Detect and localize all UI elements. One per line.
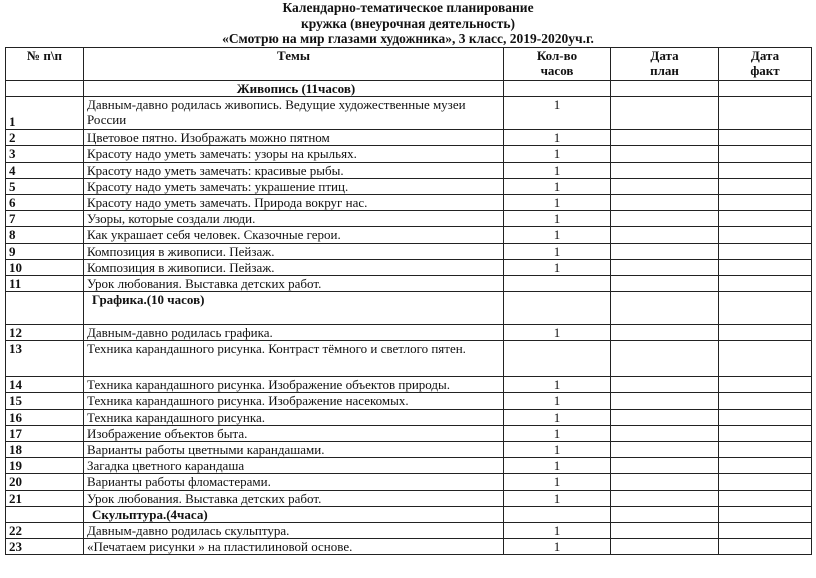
row-date-plan [611,409,719,425]
row-date-plan [611,227,719,243]
row-topic: «Печатаем рисунки » на пластилиновой основе. [84,539,504,555]
row-topic: Графика.(10 часов) [84,292,504,325]
row-date-plan [611,425,719,441]
table-row [6,522,812,538]
row-number: 10 [6,259,84,275]
row-date-plan [611,474,719,490]
row-hours: 1 [504,393,611,409]
row-number: 16 [6,409,84,425]
table-row [6,393,812,409]
row-date-fact [719,227,812,243]
row-number: 21 [6,490,84,506]
row-hours: 1 [504,490,611,506]
row-hours: 1 [504,442,611,458]
row-topic: Техника карандашного рисунка. Контраст тёмного и светлого пятен. [84,341,504,377]
row-number: 6 [6,194,84,210]
row-date-fact [719,458,812,474]
row-number: 17 [6,425,84,441]
document-title [0,0,816,47]
table-row [6,162,812,178]
table-row [6,211,812,227]
row-date-fact [719,275,812,291]
header-hours: Кол-во часов [504,48,611,81]
row-number: 8 [6,227,84,243]
row-date-plan [611,325,719,341]
row-topic: Красоту надо уметь замечать: красивые рыбы. [84,162,504,178]
row-hours: 1 [504,425,611,441]
row-topic: Урок любования. Выставка детских работ. [84,490,504,506]
row-date-plan [611,259,719,275]
row-hours: 1 [504,259,611,275]
row-number: 4 [6,162,84,178]
row-number: 9 [6,243,84,259]
row-number: 13 [6,341,84,377]
row-date-plan [611,393,719,409]
row-date-plan [611,97,719,130]
row-date-plan [611,539,719,555]
row-hours [504,292,611,325]
row-hours: 1 [504,474,611,490]
row-date-plan [611,243,719,259]
row-number: 3 [6,146,84,162]
row-number [6,81,84,97]
row-date-plan [611,490,719,506]
row-topic: Варианты работы цветными карандашами. [84,442,504,458]
row-date-plan [611,377,719,393]
row-number: 11 [6,275,84,291]
row-date-fact [719,409,812,425]
row-number [6,506,84,522]
row-number: 1 [6,97,84,130]
row-hours: 1 [504,409,611,425]
row-topic: Загадка цветного карандаша [84,458,504,474]
table-row [6,194,812,210]
row-date-fact [719,490,812,506]
row-number: 23 [6,539,84,555]
row-hours: 1 [504,243,611,259]
table-row [6,377,812,393]
row-topic: Композиция в живописи. Пейзаж. [84,259,504,275]
row-date-fact [719,425,812,441]
table-row [6,259,812,275]
row-date-fact [719,194,812,210]
section-row [6,81,812,97]
row-hours: 1 [504,130,611,146]
row-number: 22 [6,522,84,538]
row-topic: Цветовое пятно. Изображать можно пятном [84,130,504,146]
row-date-fact [719,178,812,194]
row-date-fact [719,341,812,377]
row-date-plan [611,130,719,146]
row-date-plan [611,81,719,97]
header-date-fact: Дата факт [719,48,812,81]
row-date-fact [719,292,812,325]
header-date-plan: Дата план [611,48,719,81]
row-number: 7 [6,211,84,227]
row-date-plan [611,178,719,194]
row-hours: 1 [504,146,611,162]
row-date-plan [611,506,719,522]
row-date-fact [719,162,812,178]
table-row [6,458,812,474]
row-date-plan [611,211,719,227]
row-topic: Техника карандашного рисунка. Изображение объектов природы. [84,377,504,393]
row-topic: Техника карандашного рисунка. [84,409,504,425]
row-date-plan [611,146,719,162]
row-topic: Варианты работы фломастерами. [84,474,504,490]
row-topic: Изображение объектов быта. [84,425,504,441]
row-date-fact [719,442,812,458]
row-number: 14 [6,377,84,393]
table-row [6,243,812,259]
row-date-fact [719,259,812,275]
row-number: 15 [6,393,84,409]
row-topic: Давным-давно родилась живопись. Ведущие художественные музеи России [84,97,504,130]
row-number: 2 [6,130,84,146]
row-hours: 1 [504,211,611,227]
row-hours [504,81,611,97]
row-topic: Узоры, которые создали люди. [84,211,504,227]
row-date-fact [719,146,812,162]
row-date-fact [719,377,812,393]
header-topic: Темы [84,48,504,81]
header-num: № п\п [6,48,84,81]
row-topic: Техника карандашного рисунка. Изображение насекомых. [84,393,504,409]
table-row [6,146,812,162]
section-row [6,506,812,522]
row-date-plan [611,522,719,538]
row-topic: Красоту надо уметь замечать: узоры на крыльях. [84,146,504,162]
row-date-fact [719,506,812,522]
row-topic: Давным-давно родилась графика. [84,325,504,341]
title-line: Календарно-тематическое планирование [282,0,534,15]
row-hours: 1 [504,178,611,194]
row-number [6,292,84,325]
row-date-fact [719,393,812,409]
title-line: кружка (внеурочная деятельность) [300,15,516,31]
row-date-plan [611,162,719,178]
row-topic: Как украшает себя человек. Сказочные герои. [84,227,504,243]
row-topic: Красоту надо уметь замечать: украшение птиц. [84,178,504,194]
row-topic: Композиция в живописи. Пейзаж. [84,243,504,259]
row-topic: Живопись (11часов) [84,81,504,97]
row-hours: 1 [504,377,611,393]
row-date-plan [611,458,719,474]
table-row [6,425,812,441]
row-date-fact [719,97,812,130]
row-date-fact [719,81,812,97]
row-hours [504,341,611,377]
row-date-fact [719,130,812,146]
row-hours: 1 [504,325,611,341]
row-date-plan [611,442,719,458]
table-row [6,97,812,130]
row-hours: 1 [504,162,611,178]
row-number: 5 [6,178,84,194]
row-date-fact [719,243,812,259]
row-date-plan [611,292,719,325]
row-date-fact [719,474,812,490]
schedule-table [5,47,812,555]
row-hours: 1 [504,539,611,555]
row-date-fact [719,325,812,341]
table-row [6,341,812,377]
row-topic: Скульптура.(4часа) [84,506,504,522]
table-row [6,409,812,425]
row-hours: 1 [504,522,611,538]
table-row [6,325,812,341]
row-hours: 1 [504,227,611,243]
table-row [6,474,812,490]
row-number: 18 [6,442,84,458]
row-number: 12 [6,325,84,341]
table-row [6,275,812,291]
table-row [6,227,812,243]
row-date-fact [719,539,812,555]
section-row [6,292,812,325]
row-hours [504,506,611,522]
row-topic: Красоту надо уметь замечать. Природа вокруг нас. [84,194,504,210]
row-number: 19 [6,458,84,474]
row-date-plan [611,194,719,210]
row-hours: 1 [504,458,611,474]
table-row [6,442,812,458]
table-row [6,539,812,555]
row-date-fact [719,522,812,538]
row-date-fact [719,211,812,227]
row-date-plan [611,275,719,291]
row-hours [504,275,611,291]
table-row [6,490,812,506]
row-hours: 1 [504,194,611,210]
row-topic: Урок любования. Выставка детских работ. [84,275,504,291]
table-row [6,178,812,194]
row-date-plan [611,341,719,377]
title-line: «Смотрю на мир глазами художника», 3 класс, 2019-2020уч.г. [222,31,594,46]
row-topic: Давным-давно родилась скульптура. [84,522,504,538]
row-number: 20 [6,474,84,490]
table-header [6,48,812,81]
row-hours: 1 [504,97,611,130]
table-row [6,130,812,146]
